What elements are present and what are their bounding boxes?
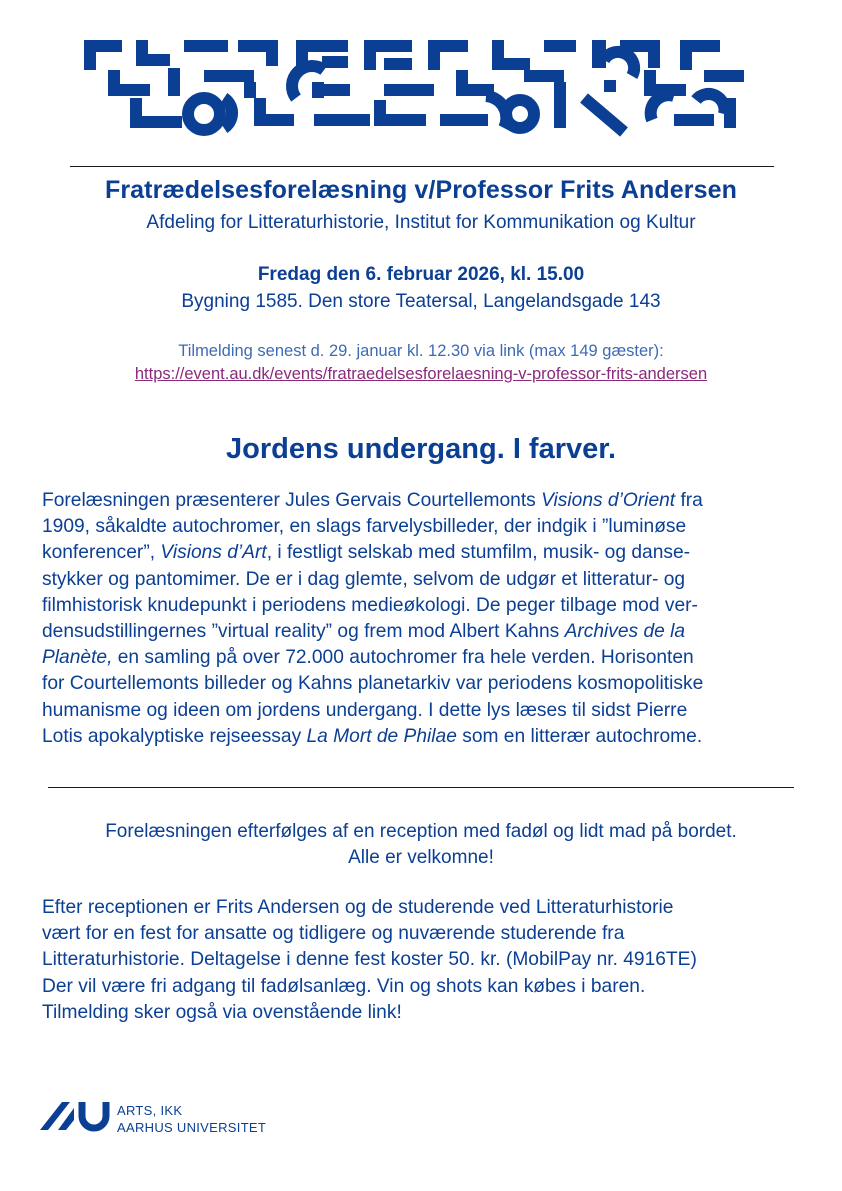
registration-link[interactable]: https://event.au.dk/events/fratraedelsesforelaesning-v-professor-frits-andersen — [134, 365, 708, 383]
party-line: Litteraturhistorie. Deltagelse i denne fest koster 50. kr. (MobilPay nr. 4916TE) — [42, 949, 697, 971]
description-line: filmhistorisk knudepunkt i periodens medieøkologi. De peger tilbage mod ver- — [42, 594, 698, 616]
department-line: Afdeling for Litteraturhistorie, Institut for Kommunikation og Kultur — [146, 212, 696, 233]
reception-line: Forelæsningen efterfølges af en reception med fadøl og lidt mad på bordet. — [105, 821, 737, 842]
footer-unit: ARTS, IKK — [117, 1103, 183, 1118]
description-line: Planète, en samling på over 72.000 autochromer fra hele verden. Horisonten — [42, 647, 694, 669]
page-title: Fratrædelsesforelæsning v/Professor Frits Andersen — [104, 176, 738, 204]
description-line: 1909, såkaldte autochromer, en slags farvelysbilleder, der indgik i ”luminøse — [42, 516, 687, 538]
top-divider — [70, 166, 774, 167]
description-line: Lotis apokalyptiske rejseessay La Mort de Philae som en litterær autochrome. — [42, 725, 703, 747]
description-line: stykker og pantomimer. De er i dag glemte, selvom de udgør et litteratur- og — [42, 568, 686, 590]
footer-institution — [117, 1102, 266, 1136]
description-line: for Courtellemonts billeder og Kahns planetarkiv var periodens kosmopolitiske — [42, 673, 704, 695]
description-line: konferencer”, Visions d’Art, i festligt selskab med stumfilm, musik- og danse- — [42, 542, 691, 564]
party-line: Efter receptionen er Frits Andersen og de studerende ved Litteraturhistorie — [42, 897, 674, 918]
event-venue: Bygning 1585. Den store Teatersal, Langelandsgade 143 — [181, 291, 661, 312]
lecture-description — [42, 488, 802, 750]
registration-note: Tilmelding senest d. 29. januar kl. 12.30 via link (max 149 gæster): — [178, 342, 664, 360]
registration-link-wrap — [0, 365, 842, 384]
party-line: vært for en fest for ansatte og tidligere og nuværende studerende fra — [42, 923, 625, 945]
reception-note — [0, 819, 842, 871]
aarhus-university-logo-icon — [40, 1098, 110, 1138]
party-line: Tilmelding sker også via ovenstående link! — [42, 1001, 402, 1023]
decorative-pattern-banner-icon — [84, 40, 744, 140]
lecture-heading: Jordens undergang. I farver. — [226, 433, 616, 465]
party-line: Der vil være fri adgang til fadølsanlæg. Vin og shots kan købes i baren. — [42, 975, 646, 997]
description-line: Forelæsningen præsenterer Jules Gervais Courtellemonts Visions d’Orient fra — [42, 490, 703, 511]
welcome-line: Alle er velkomne! — [348, 847, 494, 868]
description-line: densudstillingernes ”virtual reality” og frem mod Albert Kahns Archives de la — [42, 621, 686, 643]
footer-university: AARHUS UNIVERSITET — [117, 1120, 267, 1135]
event-date: Fredag den 6. februar 2026, kl. 15.00 — [257, 264, 585, 285]
description-line: humanisme og ideen om jordens undergang. I dette lys læses til sidst Pierre — [42, 699, 688, 721]
middle-divider — [48, 787, 794, 788]
party-info — [42, 895, 802, 1026]
